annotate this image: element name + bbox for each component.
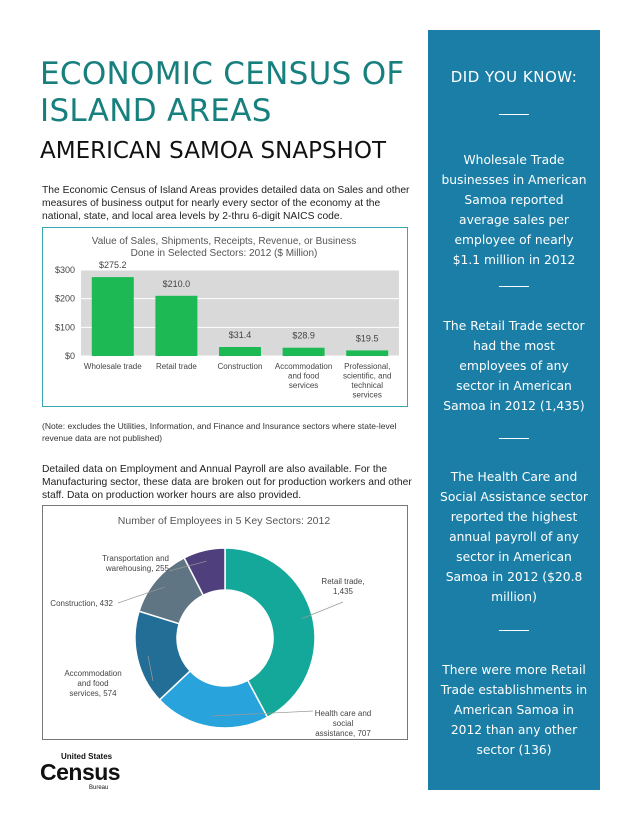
did-you-know-fact xyxy=(436,467,592,607)
x-tick-label: scientific, and xyxy=(342,371,392,381)
x-tick-label: and food xyxy=(288,371,320,381)
logo-line-1: United States xyxy=(61,752,113,761)
fact-line: There were more Retail xyxy=(442,663,586,677)
fact-line: sector in American xyxy=(456,379,572,393)
employees-chart-frame xyxy=(42,505,408,740)
fact-line: American Samoa in xyxy=(454,703,574,717)
employees-donut-chart xyxy=(43,506,406,738)
fact-line: Samoa in 2012 ($20.8 xyxy=(445,570,583,584)
title-line-1: ECONOMIC CENSUS OF xyxy=(40,56,405,92)
bar xyxy=(346,350,388,356)
fact-line: employees of any xyxy=(459,359,569,373)
panel-separator xyxy=(499,630,529,631)
x-tick-label: technical xyxy=(351,381,383,390)
x-tick-label: Accommodation xyxy=(274,362,333,371)
did-you-know-panel xyxy=(428,30,600,790)
fact-line: $1.1 million in 2012 xyxy=(452,253,576,267)
slice-label: assistance, 707 xyxy=(315,729,371,738)
slice-label: services, 574 xyxy=(69,689,117,698)
slice-label: Construction, 432 xyxy=(50,599,113,608)
bar-value-label: $31.4 xyxy=(228,329,252,340)
fact-line: Wholesale Trade xyxy=(463,153,565,167)
bar-value-label: $28.9 xyxy=(292,330,315,341)
slice-label: Retail trade, xyxy=(321,577,365,586)
slice-label: Accommodation xyxy=(64,669,122,678)
bar-chart-title-line-2: Done in Selected Sectors: 2012 ($ Million) xyxy=(130,248,318,259)
bar xyxy=(283,348,325,356)
did-you-know-fact xyxy=(436,660,592,760)
fact-line: sector in American xyxy=(456,550,572,564)
fact-line: The Retail Trade sector xyxy=(443,319,585,333)
y-tick-label: $200 xyxy=(54,293,75,304)
slice-label: Health care and xyxy=(314,709,372,718)
fact-line: 2012 than any other xyxy=(450,723,578,737)
y-tick-label: $0 xyxy=(64,351,75,361)
page-title xyxy=(40,56,420,130)
donut-chart-title: Number of Employees in 5 Key Sectors: 2012 xyxy=(117,515,331,527)
bar xyxy=(219,347,261,356)
fact-line: average sales per xyxy=(459,213,569,227)
fact-line: million) xyxy=(491,590,537,604)
fact-line: had the most xyxy=(473,339,555,353)
did-you-know-fact xyxy=(436,316,592,416)
fact-line: sector (136) xyxy=(476,743,552,757)
census-bureau-logo xyxy=(40,750,120,792)
y-tick-label: $100 xyxy=(54,322,75,333)
bar-value-label: $210.0 xyxy=(162,278,191,289)
slice-label: social xyxy=(332,719,354,728)
page-subtitle: AMERICAN SAMOA SNAPSHOT xyxy=(40,138,386,164)
logo-line-3: Bureau xyxy=(89,785,109,791)
panel-separator xyxy=(499,438,529,439)
fact-line: The Health Care and xyxy=(450,470,578,484)
x-tick-label: Professional, xyxy=(344,362,391,371)
logo-line-2: Census xyxy=(40,759,120,785)
fact-line: employee of nearly xyxy=(454,233,574,247)
fact-line: reported the highest xyxy=(450,510,578,524)
x-tick-label: services xyxy=(288,381,319,390)
bar-value-label: $275.2 xyxy=(99,260,127,271)
chart-note: (Note: excludes the Utilities, Information, and Finance and Insurance sectors where state-level revenue data are not published) xyxy=(42,421,397,443)
x-tick-label: Wholesale trade xyxy=(83,362,142,371)
bar-value-label: $19.5 xyxy=(355,333,379,344)
bar xyxy=(92,277,134,356)
slice-label: warehousing, 255 xyxy=(105,564,169,573)
x-tick-label: Retail trade xyxy=(155,362,197,371)
intro-paragraph: The Economic Census of Island Areas provides detailed data on Sales and other measures of business output for nearly every sector of the economy at the national, state, and local area levels by 2-thru 6-digit NAICS code. xyxy=(42,185,410,222)
fact-line: Samoa in 2012 (1,435) xyxy=(443,399,585,413)
fact-line: Trade establishments in xyxy=(440,683,588,697)
sales-bar-chart xyxy=(43,228,406,405)
employment-paragraph: Detailed data on Employment and Annual Payroll are also available. For the Manufacturing sector, these data are broken out for production workers and other staff. Data on production worker hours are also provided. xyxy=(42,464,412,501)
panel-separator xyxy=(499,114,529,115)
did-you-know-fact xyxy=(436,150,592,270)
x-tick-label: services xyxy=(352,390,382,400)
slice-label: Transportation and xyxy=(102,554,169,563)
panel-separator xyxy=(499,286,529,287)
fact-line: Social Assistance sector xyxy=(440,490,588,504)
bar xyxy=(155,296,197,356)
slice-label: 1,435 xyxy=(332,587,354,596)
y-tick-label: $300 xyxy=(54,265,75,275)
sales-chart-frame xyxy=(42,227,408,407)
fact-line: annual payroll of any xyxy=(449,530,579,544)
fact-line: businesses in American xyxy=(441,173,587,187)
slice-label: and food xyxy=(77,679,109,688)
fact-line: Samoa reported xyxy=(464,193,564,207)
panel-heading: DID YOU KNOW: xyxy=(450,68,578,86)
x-tick-label: Construction xyxy=(217,362,263,371)
bar-chart-title-line-1: Value of Sales, Shipments, Receipts, Revenue, or Business xyxy=(91,236,357,247)
title-line-2: ISLAND AREAS xyxy=(40,93,272,129)
